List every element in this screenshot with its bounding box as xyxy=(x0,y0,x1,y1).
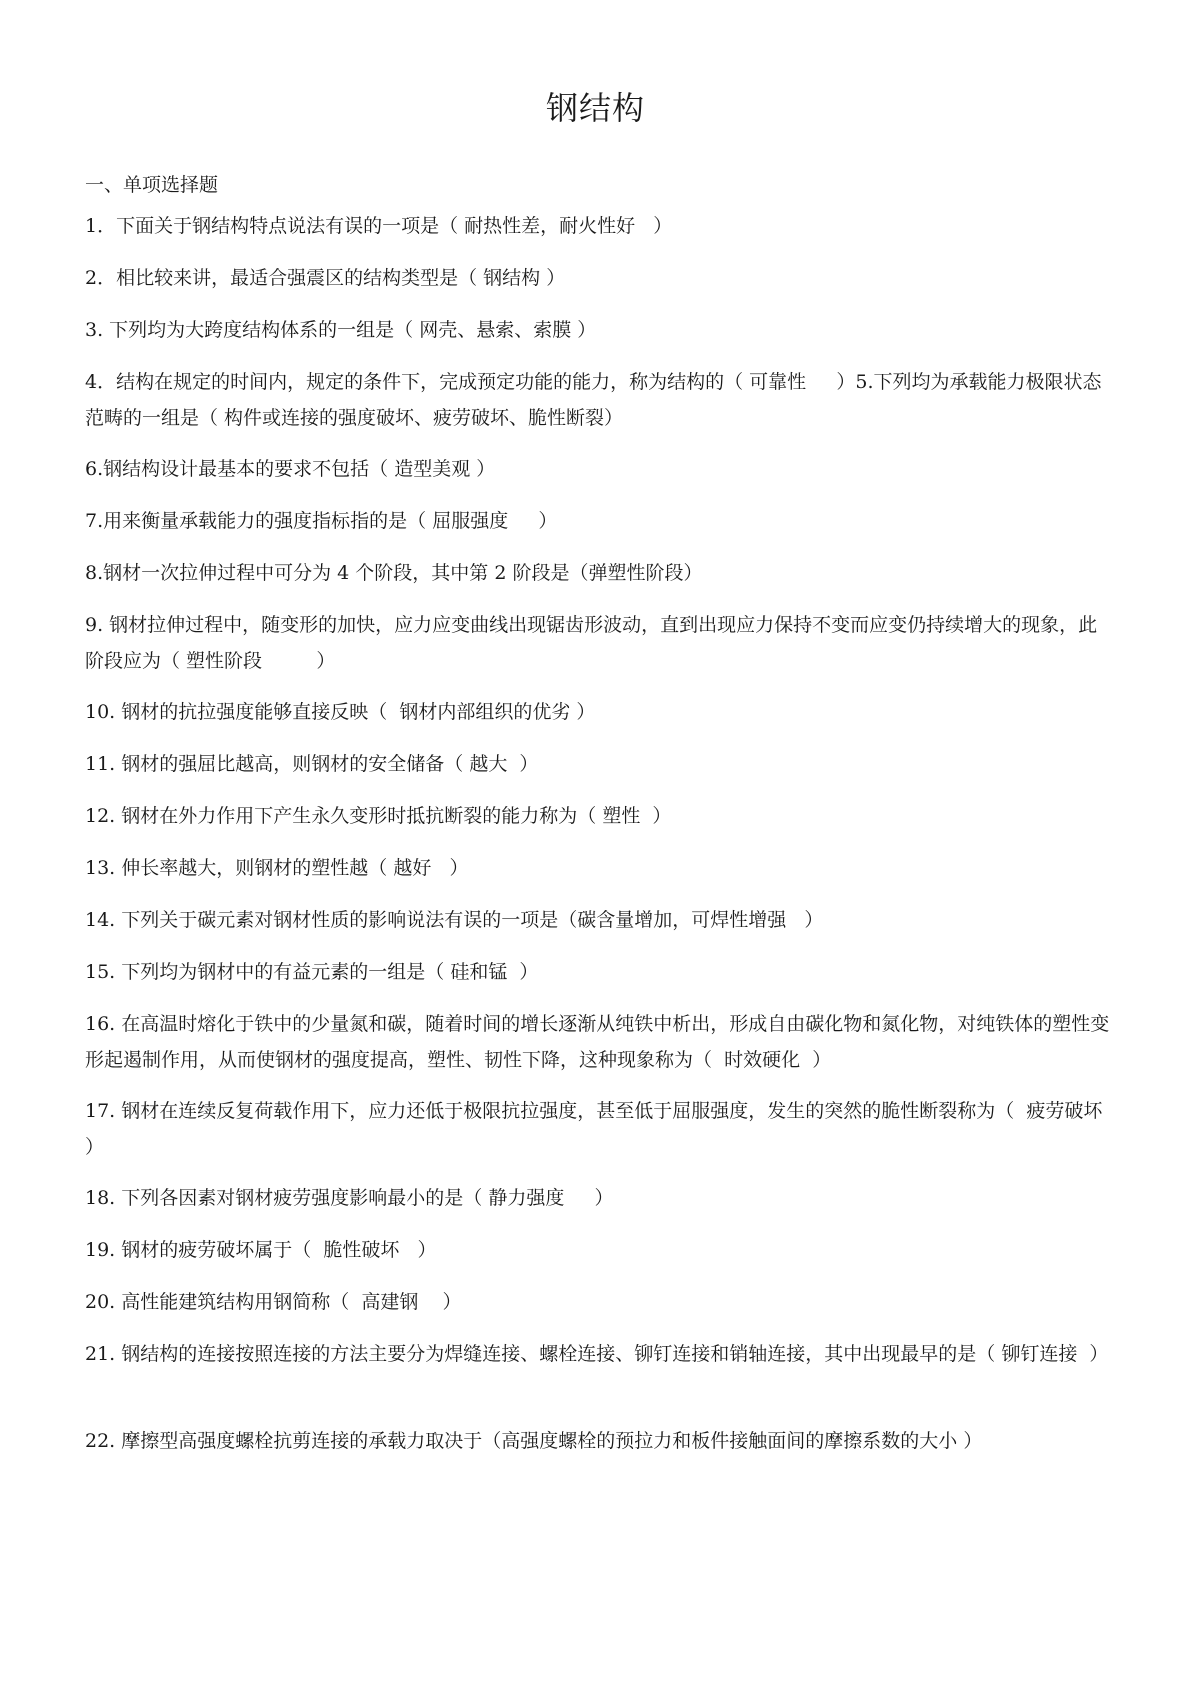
question-number: 1． xyxy=(85,215,117,237)
question-item xyxy=(85,503,1115,539)
question-item xyxy=(85,746,1115,782)
question-item xyxy=(85,850,1115,886)
question-text: 相比较来讲，最适合强震区的结构类型是（ xyxy=(116,267,484,289)
question-number: 22. xyxy=(85,1430,122,1452)
question-text: 伸长率越大，则钢材的塑性越（ xyxy=(121,857,394,879)
question-close: ） xyxy=(508,510,558,532)
answer-text: 造型美观 xyxy=(394,458,471,480)
question-close: ）5.下列均为承载能力极限状态范畴的一组是（ 构件或连接的强度破坏、疲劳破坏、脆性断裂） xyxy=(85,371,1102,429)
answer-text: 高建钢 xyxy=(361,1291,419,1313)
question-number: 13. xyxy=(85,857,122,879)
question-close: ） xyxy=(85,1100,1115,1158)
question-text: 下面关于钢结构特点说法有误的一项是（ xyxy=(116,215,465,237)
answer-text: 钢结构 xyxy=(483,267,541,289)
question-text: 下列均为钢材中的有益元素的一组是（ xyxy=(121,961,451,983)
question-close: ） xyxy=(418,1291,462,1313)
question-close: ） xyxy=(635,215,673,237)
question-number: 10. xyxy=(85,701,122,723)
question-number: 3. xyxy=(85,319,110,341)
question-item xyxy=(85,555,1115,591)
question-number: 8. xyxy=(85,562,104,584)
question-number: 14. xyxy=(85,909,122,931)
question-item xyxy=(85,1180,1115,1216)
question-item xyxy=(85,694,1115,730)
question-close: ） xyxy=(470,458,496,480)
answer-text: 铆钉连接 xyxy=(1001,1343,1078,1365)
question-close: ） xyxy=(540,267,566,289)
question-text: 结构在规定的时间内，规定的条件下，完成预定功能的能力，称为结构的（ xyxy=(116,371,750,393)
question-text: 下列关于碳元素对钢材性质的影响说法有误的一项是（ xyxy=(121,909,578,931)
question-close: ） xyxy=(640,805,672,827)
question-number: 7. xyxy=(85,510,104,532)
answer-text: 越大 xyxy=(469,753,508,775)
answer-text: 静力强度 xyxy=(488,1187,565,1209)
question-close: ） xyxy=(1077,1343,1109,1365)
answer-text: 硅和锰 xyxy=(450,961,508,983)
answer-text: 脆性破坏 xyxy=(323,1239,400,1261)
question-text: 用来衡量承载能力的强度指标指的是（ xyxy=(103,510,433,532)
question-number: 21. xyxy=(85,1343,122,1365)
question-number: 20. xyxy=(85,1291,122,1313)
question-close: ） xyxy=(786,909,824,931)
question-close: ） xyxy=(570,701,596,723)
question-close: ） xyxy=(683,562,703,584)
question-close: ） xyxy=(262,650,336,672)
question-close: ） xyxy=(564,1187,614,1209)
answer-text: 钢材内部组织的优劣 xyxy=(399,701,571,723)
answer-text: 屈服强度 xyxy=(432,510,509,532)
question-number: 12. xyxy=(85,805,122,827)
question-number: 15. xyxy=(85,961,122,983)
question-item xyxy=(85,1423,1115,1459)
answer-text: 碳含量增加，可焊性增强 xyxy=(577,909,787,931)
question-close: ） xyxy=(507,753,539,775)
question-item xyxy=(85,1093,1115,1165)
question-number: 17. xyxy=(85,1100,122,1122)
question-item xyxy=(85,451,1115,487)
question-close: ） xyxy=(431,857,469,879)
answer-text: 越好 xyxy=(393,857,432,879)
question-text: 钢材的疲劳破坏属于（ xyxy=(121,1239,324,1261)
question-item xyxy=(85,208,1115,244)
question-item xyxy=(85,1284,1115,1320)
question-text: 下列均为大跨度结构体系的一组是（ xyxy=(109,319,420,341)
question-text: 钢结构设计最基本的要求不包括（ xyxy=(103,458,395,480)
question-number: 9. xyxy=(85,614,110,636)
question-number: 2． xyxy=(85,267,117,289)
question-number: 19. xyxy=(85,1239,122,1261)
question-number: 6. xyxy=(85,458,104,480)
question-close: ） xyxy=(957,1430,983,1452)
question-close: ） xyxy=(800,1049,832,1071)
question-item xyxy=(85,364,1115,436)
question-item xyxy=(85,260,1115,296)
question-number: 16. xyxy=(85,1013,122,1035)
answer-text: 塑性阶段 xyxy=(186,650,263,672)
answer-text: 可靠性 xyxy=(749,371,807,393)
question-item xyxy=(85,798,1115,834)
question-item xyxy=(85,607,1115,679)
question-text: 钢材的强屈比越高，则钢材的安全储备（ xyxy=(121,753,470,775)
question-item xyxy=(85,902,1115,938)
question-number: 18. xyxy=(85,1187,122,1209)
question-text: 钢材在连续反复荷载作用下，应力还低于极限抗拉强度，甚至低于屈服强度，发生的突然的脆性断裂称为（ xyxy=(121,1100,1027,1122)
answer-text: 高强度螺栓的预拉力和板件接触面间的摩擦系数的大小 xyxy=(501,1430,958,1452)
question-text: 下列各因素对钢材疲劳强度影响最小的是（ xyxy=(121,1187,489,1209)
question-number: 11. xyxy=(85,753,122,775)
question-text: 在高温时熔化于铁中的少量氮和碳，随着时间的增长逐渐从纯铁中析出，形成自由碳化物和氮化物，对纯铁体的塑性变形起遏制作用，从而使钢材的强度提高，塑性、韧性下降，这种现象称为（ xyxy=(85,1013,1110,1071)
question-item xyxy=(85,312,1115,348)
question-close: ） xyxy=(399,1239,437,1261)
question-item xyxy=(85,1006,1115,1078)
question-item xyxy=(85,1336,1115,1372)
answer-text: 耐热性差，耐火性好 xyxy=(464,215,636,237)
question-text: 高性能建筑结构用钢简称（ xyxy=(121,1291,362,1313)
question-text: 钢材在外力作用下产生永久变形时抵抗断裂的能力称为（ xyxy=(121,805,603,827)
answer-text: 网壳、悬索、索膜 xyxy=(419,319,572,341)
question-number: 4． xyxy=(85,371,117,393)
answer-text: 塑性 xyxy=(602,805,641,827)
section-heading: 一、单项选择题 xyxy=(85,174,219,196)
answer-text: 弹塑性阶段 xyxy=(588,562,684,584)
answer-text: 时效硬化 xyxy=(724,1049,801,1071)
question-item xyxy=(85,1232,1115,1268)
question-item xyxy=(85,954,1115,990)
document-title: 钢结构 xyxy=(545,89,645,127)
question-text: 钢材一次拉伸过程中可分为 4 个阶段，其中第 2 阶段是（ xyxy=(103,562,589,584)
question-text: 摩擦型高强度螺栓抗剪连接的承载力取决于（ xyxy=(121,1430,502,1452)
question-close: ） xyxy=(571,319,597,341)
answer-text: 疲劳破坏 xyxy=(1026,1100,1103,1122)
question-text: 钢结构的连接按照连接的方法主要分为焊缝连接、螺栓连接、铆钉连接和销轴连接，其中出现最早的是（ xyxy=(121,1343,1002,1365)
question-text: 钢材拉伸过程中，随变形的加快，应力应变曲线出现锯齿形波动，直到出现应力保持不变而应变仍持续增大的现象，此阶段应为（ xyxy=(85,614,1098,672)
question-close: ） xyxy=(507,961,539,983)
question-text: 钢材的抗拉强度能够直接反映（ xyxy=(121,701,400,723)
